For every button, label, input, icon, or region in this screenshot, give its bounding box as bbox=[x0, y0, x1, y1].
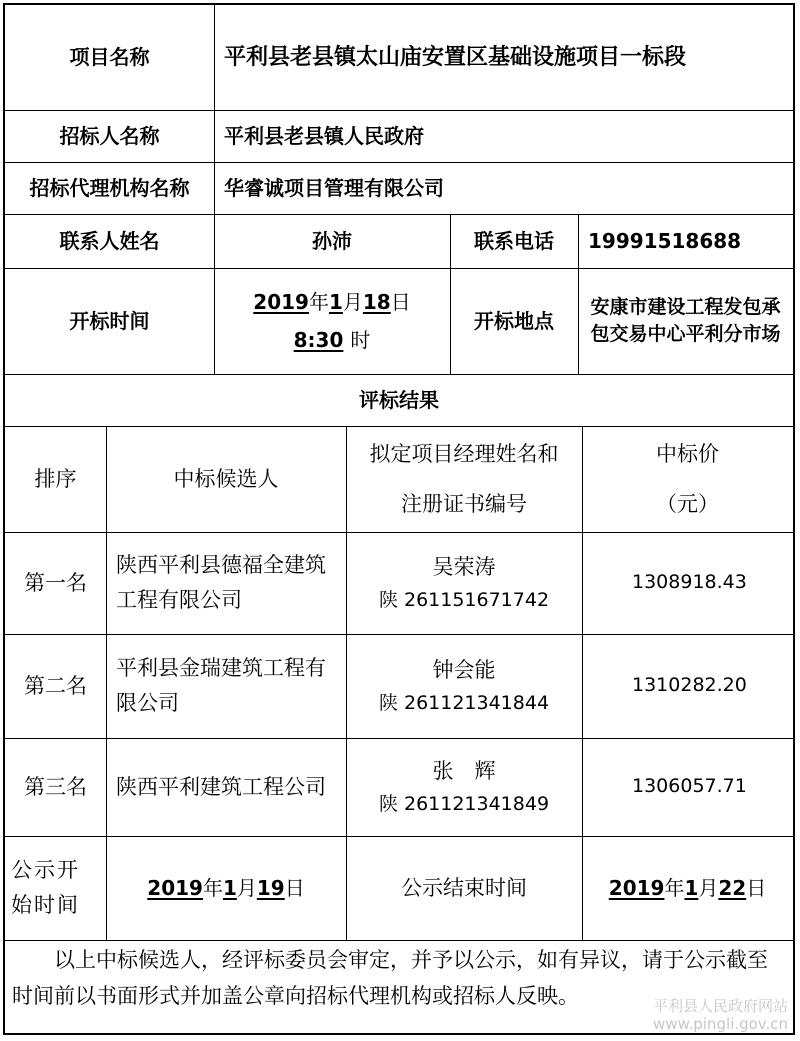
table-row-rank: 第二名 bbox=[24, 673, 87, 698]
publicity-start-day: 19 bbox=[256, 875, 285, 900]
col-manager-header: 拟定项目经理姓名和 注册证书编号 bbox=[369, 441, 559, 516]
agency-value: 华睿诚项目管理有限公司 bbox=[224, 175, 444, 200]
publicity-start-label: 公示开始时间 bbox=[11, 858, 80, 917]
objection-notice: 以上中标候选人，经评标委员会审定，并予以公示，如有异议，请于公示截至时间前以书面形式并加盖公章向招标代理机构或招标人反映。 bbox=[12, 948, 768, 1008]
table-row-rank: 第一名 bbox=[24, 570, 87, 595]
opening-clock: 8:30 bbox=[293, 328, 344, 352]
opening-year: 2019 bbox=[253, 290, 309, 314]
publicity-end-value: 2019年1月22日 bbox=[608, 875, 767, 900]
opening-place-value: 安康市建设工程发包承包交易中心平利分市场 bbox=[590, 296, 781, 345]
publicity-start-value: 2019年1月19日 bbox=[147, 875, 305, 900]
col-price-header: 中标价 （元） bbox=[656, 441, 719, 516]
project-name-value: 平利县老县镇太山庙安置区基础设施项目一标段 bbox=[224, 44, 687, 70]
opening-month: 1 bbox=[328, 290, 343, 314]
table-row-rank: 第三名 bbox=[24, 774, 87, 799]
contact-value: 孙沛 bbox=[312, 228, 352, 253]
agency-label: 招标代理机构名称 bbox=[29, 175, 190, 200]
publicity-end-day: 22 bbox=[718, 875, 747, 900]
table-row-price: 1308918.43 bbox=[632, 571, 747, 594]
col-candidate-header: 中标候选人 bbox=[173, 466, 279, 491]
opening-place-label: 开标地点 bbox=[474, 308, 554, 333]
row-divider bbox=[5, 940, 793, 941]
phone-label: 联系电话 bbox=[474, 228, 554, 253]
publicity-end-year: 2019 bbox=[608, 875, 665, 900]
table-row-manager: 钟会能 陕 261121341844 bbox=[378, 658, 550, 714]
table-row-candidate: 平利县金瑞建筑工程有限公司 bbox=[116, 656, 326, 715]
table-row-candidate: 陕西平利县德福全建筑工程有限公司 bbox=[116, 553, 326, 612]
project-name-label: 项目名称 bbox=[69, 45, 150, 69]
site-watermark: 平利县人民政府网站 www.pingli.gov.cn bbox=[652, 997, 788, 1033]
publicity-end-month: 1 bbox=[684, 875, 699, 900]
tenderer-label: 招标人名称 bbox=[59, 123, 160, 148]
table-row-candidate: 陕西平利建筑工程公司 bbox=[116, 774, 326, 799]
tenderer-value: 平利县老县镇人民政府 bbox=[224, 123, 424, 148]
opening-time-value: 2019年1月18日 8:30 时 bbox=[253, 290, 411, 352]
opening-day: 18 bbox=[362, 290, 391, 314]
table-row-price: 1310282.20 bbox=[632, 674, 747, 697]
evaluation-title: 评标结果 bbox=[359, 387, 439, 412]
publicity-end-label: 公示结束时间 bbox=[401, 875, 527, 900]
publicity-start-month: 1 bbox=[222, 875, 237, 900]
table-row-manager: 吴荣涛 陕 261151671742 bbox=[378, 555, 550, 611]
phone-value: 19991518688 bbox=[588, 228, 742, 253]
col-rank-header: 排序 bbox=[34, 466, 77, 491]
publicity-start-year: 2019 bbox=[147, 875, 203, 900]
contact-label: 联系人姓名 bbox=[59, 228, 160, 253]
opening-time-label: 开标时间 bbox=[69, 308, 150, 333]
table-row-manager: 张 辉 陕 261121341849 bbox=[378, 759, 550, 815]
table-row-price: 1306057.71 bbox=[632, 775, 747, 798]
result-table bbox=[3, 3, 795, 1035]
